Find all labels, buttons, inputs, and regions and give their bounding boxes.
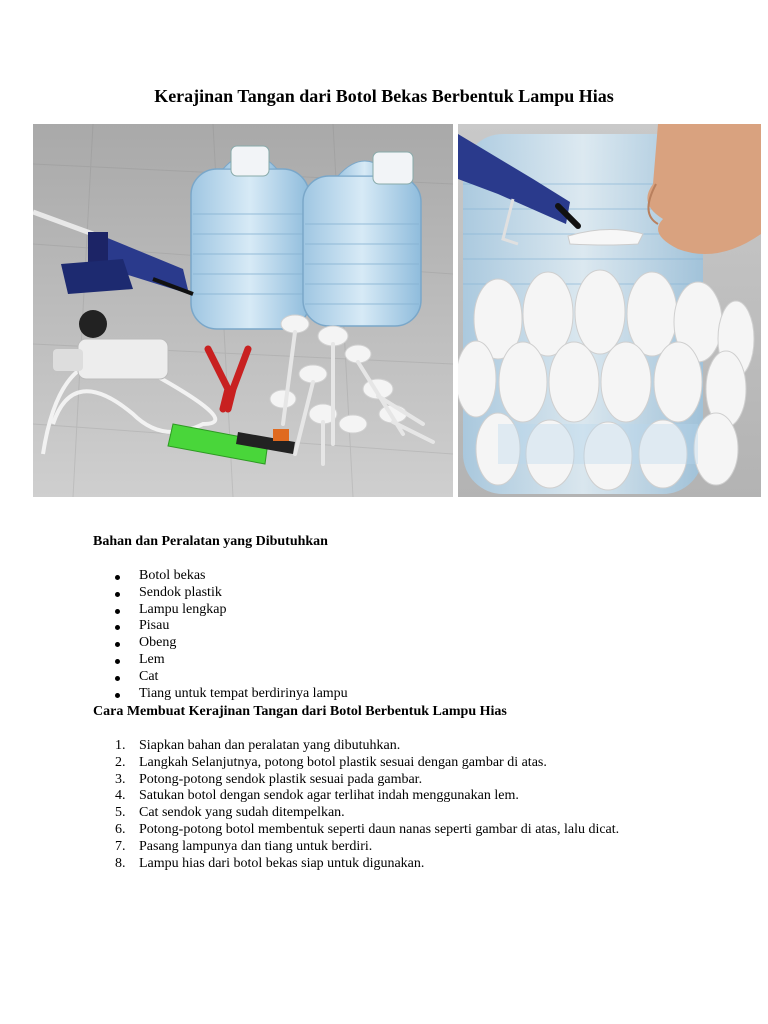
spoon-lamp-photo bbox=[458, 124, 761, 497]
list-item: Tiang untuk tempat berdirinya lampu bbox=[93, 686, 348, 703]
step-text: Satukan botol dengan sendok agar terlihat indah menggunakan lem. bbox=[139, 788, 519, 804]
step-text: Cat sendok yang sudah ditempelkan. bbox=[139, 805, 345, 821]
list-item: Botol bekas bbox=[93, 568, 348, 585]
step-number: 8. bbox=[115, 855, 126, 871]
bottle-1 bbox=[191, 146, 309, 329]
list-item bbox=[93, 822, 619, 839]
hand bbox=[647, 124, 761, 254]
list-item: Sendok plastik bbox=[93, 585, 348, 602]
step-number: 1. bbox=[115, 738, 126, 753]
list-item bbox=[93, 856, 619, 873]
list-item bbox=[93, 738, 619, 755]
list-item: Pisau bbox=[93, 618, 348, 635]
materials-photo bbox=[33, 124, 453, 497]
step-number: 2. bbox=[115, 754, 126, 770]
list-item: Lampu lengkap bbox=[93, 602, 348, 619]
step-number: 6. bbox=[115, 821, 126, 837]
step-text: Pasang lampunya dan tiang untuk berdiri. bbox=[139, 838, 373, 854]
step-text: Lampu hias dari botol bekas siap untuk digunakan. bbox=[139, 855, 425, 871]
list-item bbox=[93, 788, 619, 805]
step-number: 5. bbox=[115, 805, 126, 821]
materials-list bbox=[93, 568, 348, 702]
list-item bbox=[93, 755, 619, 772]
step-number: 3. bbox=[115, 771, 126, 787]
bottle-2 bbox=[303, 152, 421, 326]
steps-heading: Cara Membuat Kerajinan Tangan dari Botol Berbentuk Lampu Hias bbox=[93, 704, 507, 719]
step-number: 7. bbox=[115, 838, 126, 854]
list-item: Obeng bbox=[93, 635, 348, 652]
step-text: Langkah Selanjutnya, potong botol plastik sesuai dengan gambar di atas. bbox=[139, 754, 547, 770]
list-item bbox=[93, 839, 619, 856]
step-text: Potong-potong sendok plastik sesuai pada gambar. bbox=[139, 771, 423, 787]
steps-list bbox=[93, 738, 619, 872]
list-item: Cat bbox=[93, 669, 348, 686]
materials-heading: Bahan dan Peralatan yang Dibutuhkan bbox=[93, 534, 328, 549]
list-item bbox=[93, 772, 619, 789]
page-title: Kerajinan Tangan dari Botol Bekas Berbentuk Lampu Hias bbox=[154, 86, 614, 106]
step-text: Potong-potong botol membentuk seperti daun nanas seperti gambar di atas, lalu dicat. bbox=[139, 821, 620, 837]
list-item bbox=[93, 805, 619, 822]
step-number: 4. bbox=[115, 788, 126, 804]
list-item: Lem bbox=[93, 652, 348, 669]
step-text: Siapkan bahan dan peralatan yang dibutuhkan. bbox=[139, 738, 401, 753]
